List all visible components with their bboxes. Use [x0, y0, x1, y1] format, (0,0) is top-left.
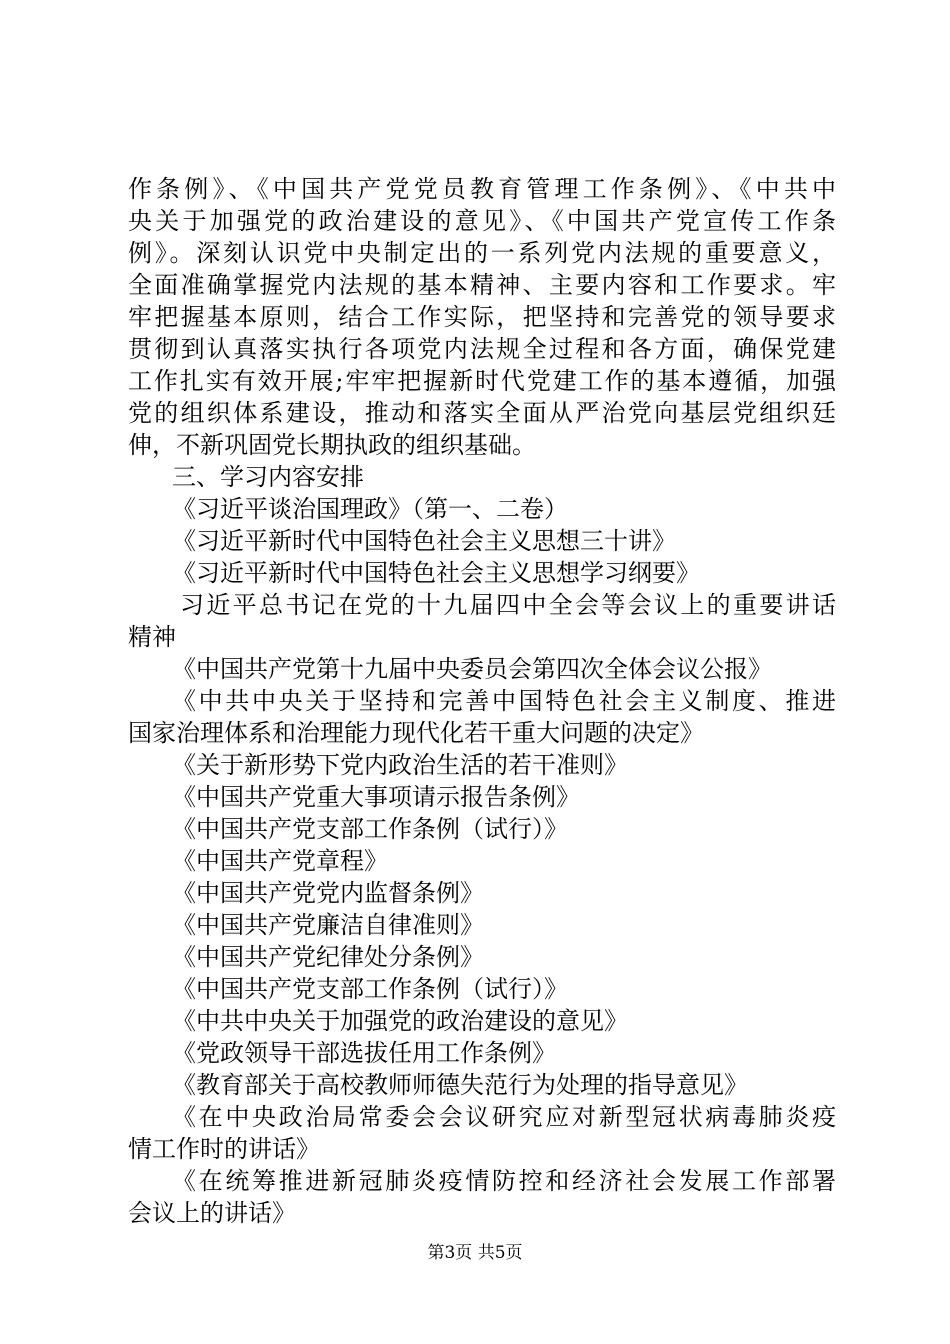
text-line: 《关于新形势下党内政治生活的若干准则》 [172, 751, 628, 779]
text-line: 党的组织体系建设，推动和落实全面从严治党向基层党组织廷 [128, 399, 836, 427]
text-line: 精神 [128, 623, 176, 651]
text-line: 《中国共产党支部工作条例（试行）》 [172, 815, 568, 843]
text-line: 例》。深刻认识党中央制定出的一系列党内法规的重要意义， [128, 239, 836, 267]
text-line: 国家治理体系和治理能力现代化若干重大问题的决定》 [128, 719, 704, 747]
text-line: 《习近平新时代中国特色社会主义思想三十讲》 [172, 527, 676, 555]
text-line: 《中国共产党党内监督条例》 [172, 879, 484, 907]
text-line: 《党政领导干部选拔任用工作条例》 [172, 1039, 556, 1067]
text-line: 贯彻到认真落实执行各项党内法规全过程和各方面，确保党建 [128, 335, 836, 363]
text-line: 作条例》、《中国共产党党员教育管理工作条例》、《中共中 [128, 175, 836, 203]
page-footer: 第3页 共5页 [427, 1243, 523, 1263]
text-line: 《习近平谈治国理政》（第一、二卷） [172, 495, 568, 523]
document-body [128, 173, 836, 1229]
text-line: 《中共中央关于坚持和完善中国特色社会主义制度、推进 [172, 687, 836, 715]
text-line: 习近平总书记在党的十九届四中全会等会议上的重要讲话 [180, 591, 836, 619]
text-line: 伸，不新巩固党长期执政的组织基础。 [128, 431, 536, 459]
text-line: 《教育部关于高校教师师德失范行为处理的指导意见》 [172, 1071, 748, 1099]
text-line: 会议上的讲话》 [128, 1199, 296, 1227]
text-line: 《中国共产党纪律处分条例》 [172, 943, 484, 971]
text-line: 工作扎实有效开展;牢牢把握新时代党建工作的基本遵循，加强 [128, 367, 836, 395]
text-line: 情工作时的讲话》 [128, 1135, 320, 1163]
text-line: 《中国共产党支部工作条例（试行）》 [172, 975, 568, 1003]
text-line: 《在中央政治局常委会会议研究应对新型冠状病毒肺炎疫 [172, 1103, 836, 1131]
text-line: 《在统筹推进新冠肺炎疫情防控和经济社会发展工作部署 [172, 1167, 836, 1195]
text-line: 三、学习内容安排 [172, 463, 364, 491]
document-text [128, 173, 836, 1229]
text-line: 央关于加强党的政治建设的意见》、《中国共产党宣传工作条 [128, 207, 836, 235]
text-line: 《习近平新时代中国特色社会主义思想学习纲要》 [172, 559, 700, 587]
text-line: 全面准确掌握党内法规的基本精神、主要内容和工作要求。牢 [128, 271, 836, 299]
text-line: 《中国共产党重大事项请示报告条例》 [172, 783, 580, 811]
text-line: 《中共中央关于加强党的政治建设的意见》 [172, 1007, 628, 1035]
text-line: 《中国共产党廉洁自律准则》 [172, 911, 484, 939]
text-line: 牢把握基本原则，结合工作实际，把坚持和完善党的领导要求 [128, 303, 836, 331]
text-line: 《中国共产党章程》 [172, 847, 388, 875]
text-line: 《中国共产党第十九届中央委员会第四次全体会议公报》 [172, 655, 772, 683]
